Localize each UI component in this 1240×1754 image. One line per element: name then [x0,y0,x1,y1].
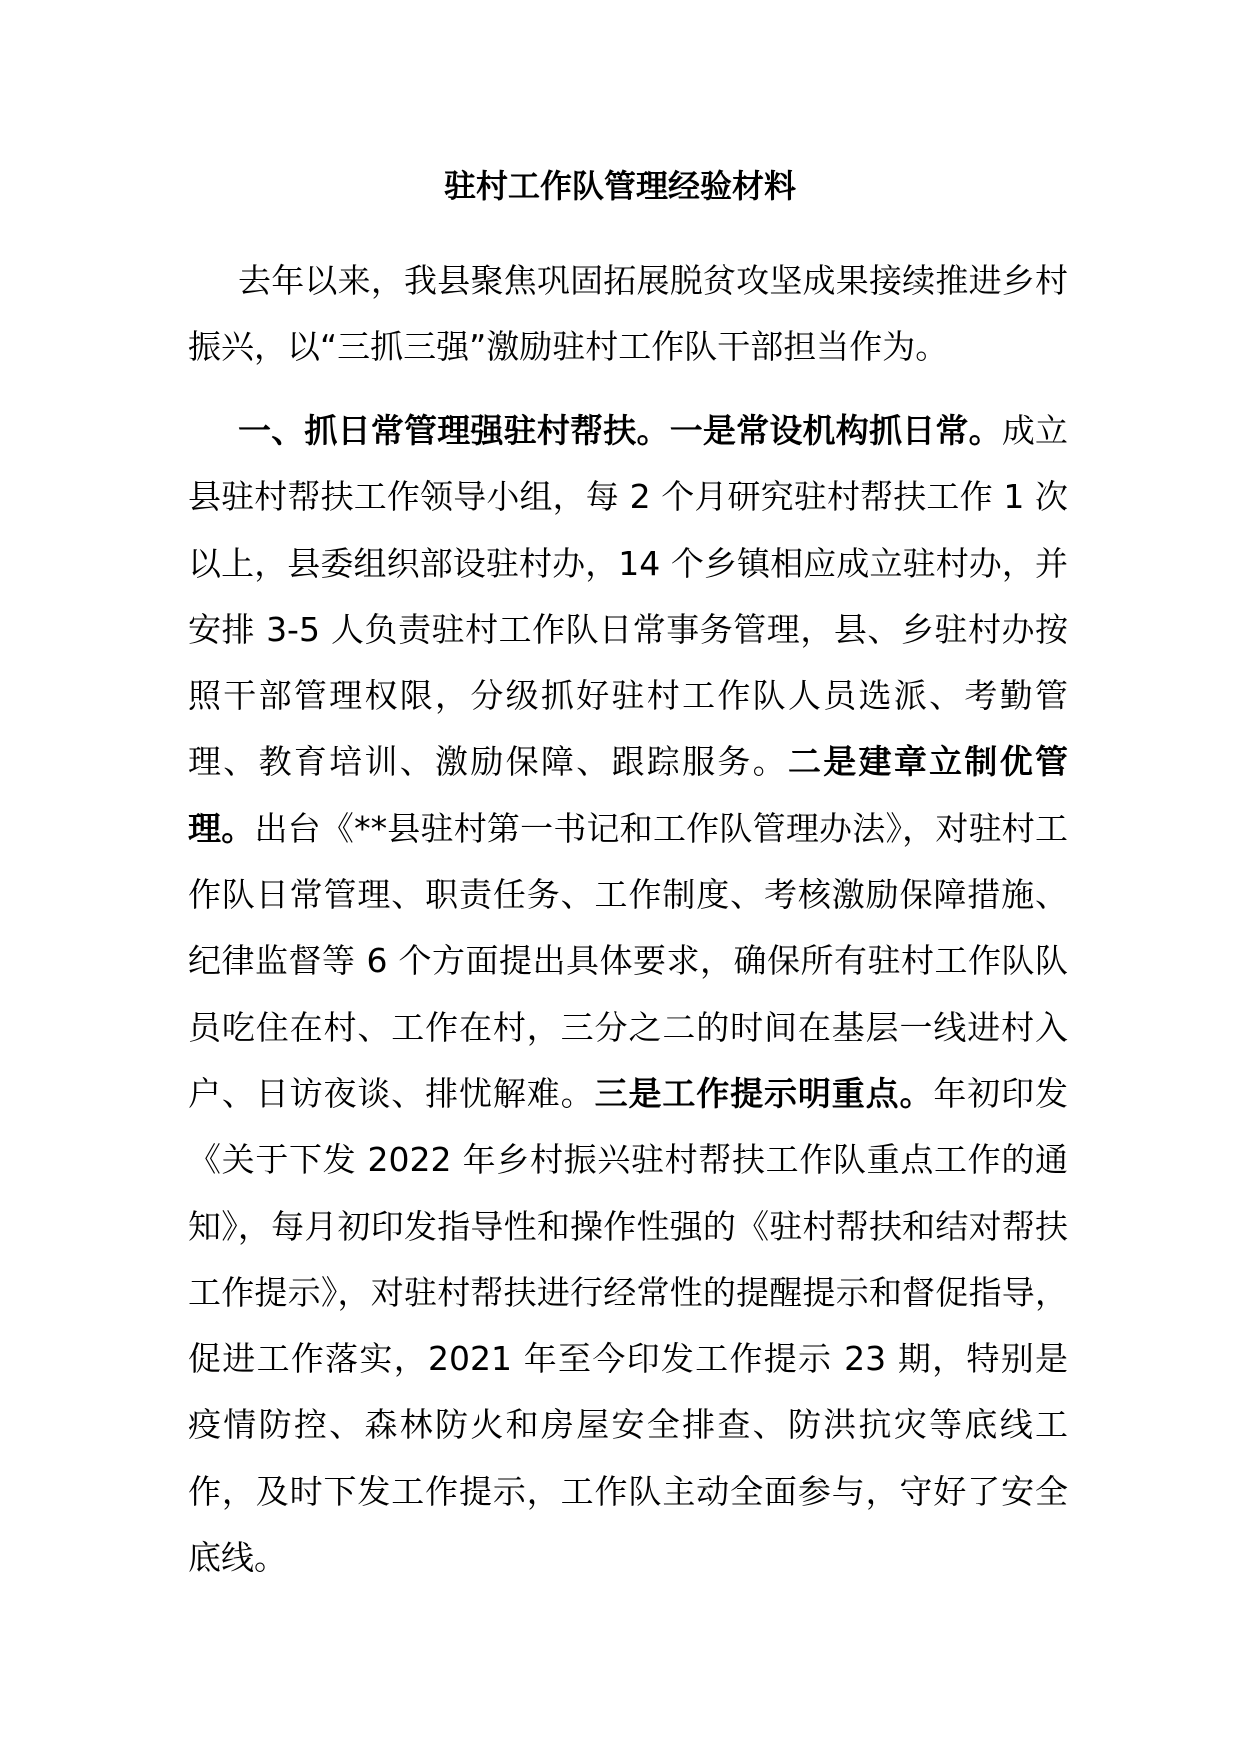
point-1-heading: 一是常设机构抓日常。 [669,411,1002,450]
point-2-text: 出台《**县驻村第一书记和工作队管理办法》，对驻村工作队日常管理、职责任务、工作制度、考核激励保障措施、纪律监督等 6 个方面提出具体要求，确保所有驻村工作队队员吃住在村、工作在村，三分之二的时间在基层一线进村入户、日访夜谈、排忧解难。 [188,808,1069,1113]
document-title: 驻村工作队管理经验材料 [443,167,796,205]
point-2-heading: 二是建章立制优管理。 [188,742,1069,848]
intro-paragraph: 去年以来，我县聚焦巩固拓展脱贫攻坚成果接续推进乡村振兴，以“三抓三强”激励驻村工作队干部担当作为。 [188,261,1068,367]
section-1-heading: 一、抓日常管理强驻村帮扶。 [238,411,670,450]
point-1-text: 成立县驻村帮扶工作领导小组，每 2 个月研究驻村帮扶工作 1 次以上，县委组织部设驻村办，14 个乡镇相应成立驻村办，并安排 3-5 人负责驻村工作队日常事务管理，县、乡驻村办按照干部管理权限，分级抓好驻村工作队人员选派、考勤管理、教育培训、激励保障、跟踪服务。 [188,411,1069,782]
point-3-heading: 三是工作提示明重点。 [594,1073,934,1113]
point-3-text: 年初印发《关于下发 2022 年乡村振兴驻村帮扶工作队重点工作的通知》，每月初印发指导性和操作性强的《驻村帮扶和结对帮扶工作提示》，对驻村帮扶进行经常性的提醒提示和督促指导，促进工作落实，2021 年至今印发工作提示 23 期，特别是疫情防控、森林防火和房屋安全排查、防洪抗灾等底线工作，及时下发工作提示，工作队主动全面参与，守好了安全底线。 [188,1073,1069,1578]
section-1-paragraph [188,398,1068,1591]
